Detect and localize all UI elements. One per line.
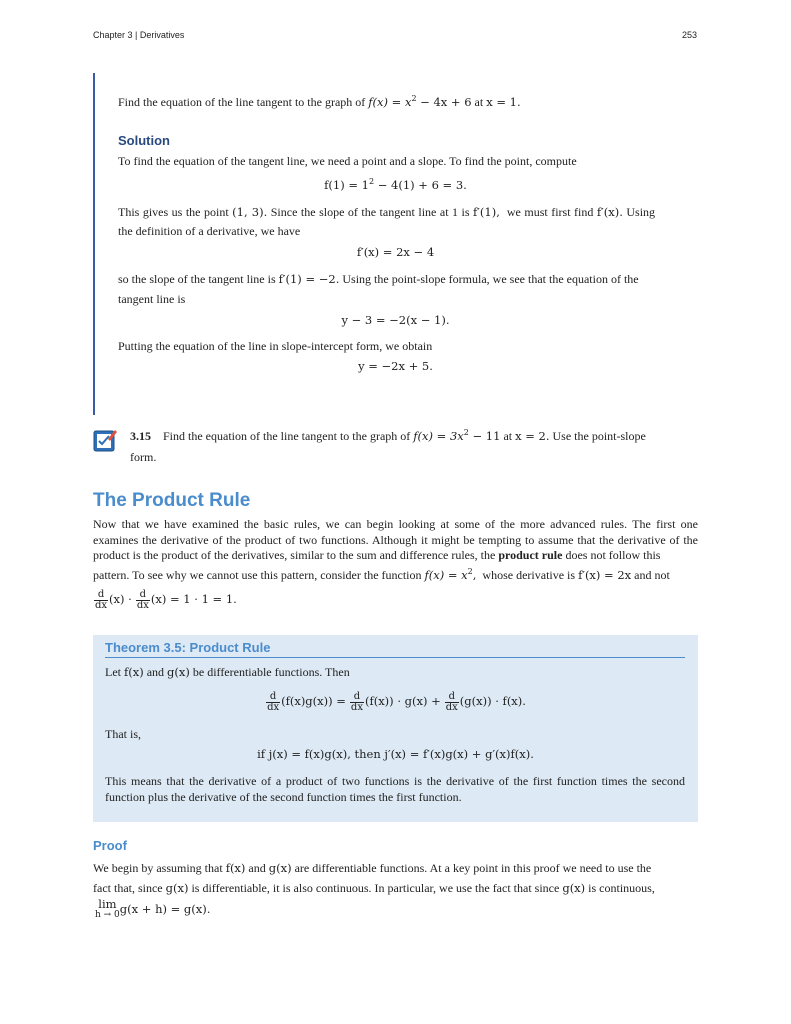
theorem-that-is: That is, (105, 727, 141, 741)
theorem-meaning: This means that the derivative of a product of two functions is the derivative of the first function times the second function plus the derivative of the second function times the first function. (105, 774, 685, 804)
section-paragraph-line5: $\frac{d}{dx}$ (x) · $\frac{d}{dx}$ (x) = 1 · 1 = 1. (95, 588, 237, 611)
solution-heading: Solution (118, 133, 170, 148)
solution-line-5: tangent line is (118, 292, 186, 306)
theorem-title: Theorem 3.5: Product Rule (105, 640, 271, 655)
page-number: 253 (682, 30, 698, 40)
equation-f1: $f(1) = 1^2 - 4(1) + 6 = 3$. (324, 177, 467, 192)
example-prompt: Find the equation of the line tangent to the graph of $f(x) = x^2 - 4x + 6$ at x = 1. (118, 94, 521, 109)
solution-line-1: To find the equation of the tangent line, we need a point and a slope. To find the point, compute (118, 154, 577, 168)
exercise-number: 3.15 (130, 429, 151, 443)
section-title: The Product Rule (93, 490, 251, 511)
theorem-divider (105, 657, 685, 658)
solution-line-3: the definition of a derivative, we have (118, 224, 301, 238)
section-paragraph: Now that we have examined the basic rules, we can begin looking at some of the more advanced rules. The first one examines the derivative of the product of two functions. Although it might be tempting to assume that the derivative of the product is the product of the derivatives, similar to the sum and difference rules, the product rule does not follow this (93, 517, 698, 562)
solution-line-2: This gives us the point (1, 3). Since the slope of the tangent line at 1 is f′(1), we must first find f′(x). Using (118, 205, 656, 219)
solution-line-6: Putting the equation of the line in slope-intercept form, we obtain (118, 339, 433, 353)
equation-point-slope: y − 3 = −2(x − 1). (341, 313, 450, 327)
equation-fprime: f′(x) = 2x − 4 (356, 245, 435, 259)
proof-line-1: We begin by assuming that f(x) and g(x) are differentiable functions. At a key point in this proof we need to use the (93, 861, 652, 875)
proof-heading: Proof (93, 838, 127, 853)
exercise-text-cont: form. (130, 450, 157, 464)
checkbox-pencil-icon (93, 428, 117, 452)
equation-slope-intercept: y = −2x + 5. (358, 359, 433, 373)
section-paragraph-line4: pattern. To see why we cannot use this pattern, consider the function $f(x) = x^2$, whose derivative is f′(x) = 2x and not (93, 567, 670, 582)
solution-line-4: so the slope of the tangent line is f′(1) = −2. Using the point-slope formula, we see that the equation of the (118, 272, 639, 286)
exercise-text: 3.15 Find the equation of the line tangent to the graph of $f(x) = 3x^2 - 11$ at x = 2. Use the point-slope (130, 428, 646, 443)
theorem-equation-2: if j(x) = f(x)g(x), then j′(x) = f′(x)g(x) + g′(x)f(x). (257, 747, 534, 761)
theorem-line-1: Let f(x) and g(x) be differentiable functions. Then (105, 665, 350, 679)
proof-line-2: fact that, since g(x) is differentiable, it is also continuous. In particular, we use the fact that since g(x) is continuous, (93, 881, 655, 895)
proof-limit: lim h → 0 g(x + h) = g(x). (95, 897, 211, 920)
product-rule-term: product rule (498, 548, 563, 562)
theorem-equation-1: $\frac{d}{dx}$ (f(x)g(x)) = $\frac{d}{dx}$ (f(x)) · g(x) + $\frac{d}{dx}$ (g(x)) · f(x). (267, 690, 526, 713)
running-header: Chapter 3 | Derivatives (93, 30, 185, 40)
